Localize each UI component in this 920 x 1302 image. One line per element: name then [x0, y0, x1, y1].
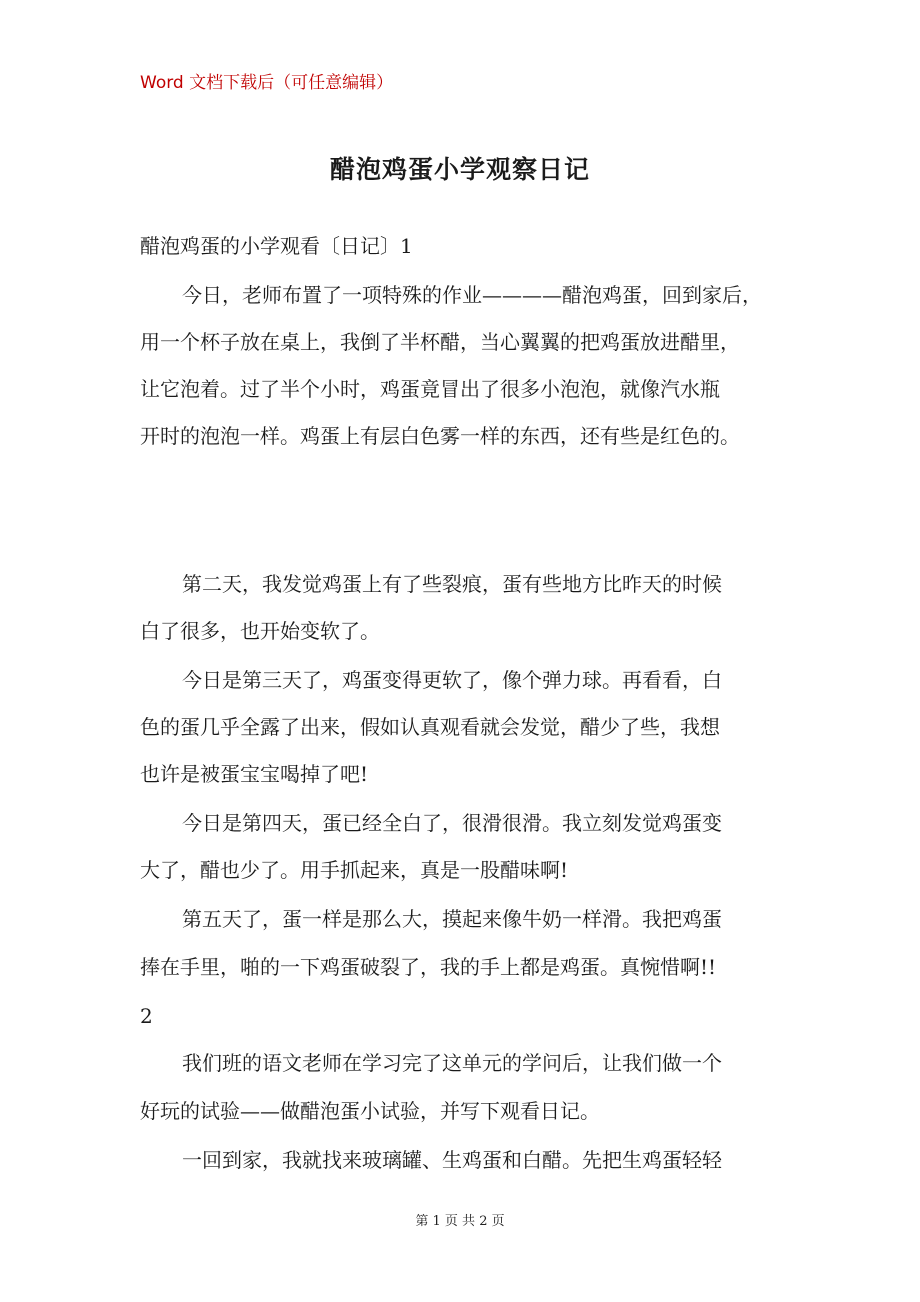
body-line: 用一个杯子放在桌上，我倒了半杯醋，当心翼翼的把鸡蛋放进醋里， [140, 330, 740, 354]
page-footer: 第 1 页 共 2 页 [415, 1214, 505, 1229]
body-line: 大了，醋也少了。用手抓起来，真是一股醋味啊! [140, 858, 569, 882]
body-line: 2 [140, 1004, 153, 1028]
header-note: Word 文档下载后（可任意编辑） [140, 73, 394, 93]
body-line: 我们班的语文老师在学习完了这单元的学问后，让我们做一个 [182, 1051, 722, 1075]
document-title: 醋泡鸡蛋小学观察日记 [329, 155, 590, 184]
body-line: 今日是第三天了，鸡蛋变得更软了，像个弹力球。再看看，白 [182, 668, 722, 692]
body-line: 第二天，我发觉鸡蛋上有了些裂痕，蛋有些地方比昨天的时候 [182, 572, 722, 596]
body-line: 醋泡鸡蛋的小学观看〔日记〕1 [140, 234, 413, 258]
body-line: 开时的泡泡一样。鸡蛋上有层白色雾一样的东西，还有些是红色的。 [140, 424, 740, 448]
body-line: 捧在手里，啪的一下鸡蛋破裂了，我的手上都是鸡蛋。真惋惜啊!! [140, 955, 717, 979]
body-line: 第五天了，蛋一样是那么大，摸起来像牛奶一样滑。我把鸡蛋 [182, 907, 722, 931]
body-line: 今日，老师布置了一项特殊的作业————醋泡鸡蛋，回到家后， [182, 283, 762, 307]
body-line: 好玩的试验——做醋泡蛋小试验，并写下观看日记。 [140, 1099, 600, 1123]
body-line: 一回到家，我就找来玻璃罐、生鸡蛋和白醋。先把生鸡蛋轻轻 [182, 1148, 722, 1172]
body-line: 也许是被蛋宝宝喝掉了吧! [140, 762, 369, 786]
body-line: 色的蛋几乎全露了出来，假如认真观看就会发觉，醋少了些，我想 [140, 715, 720, 739]
body-line: 让它泡着。过了半个小时，鸡蛋竟冒出了很多小泡泡，就像汽水瓶 [140, 377, 720, 401]
body-line: 白了很多，也开始变软了。 [140, 619, 380, 643]
body-line: 今日是第四天，蛋已经全白了，很滑很滑。我立刻发觉鸡蛋变 [182, 811, 722, 835]
